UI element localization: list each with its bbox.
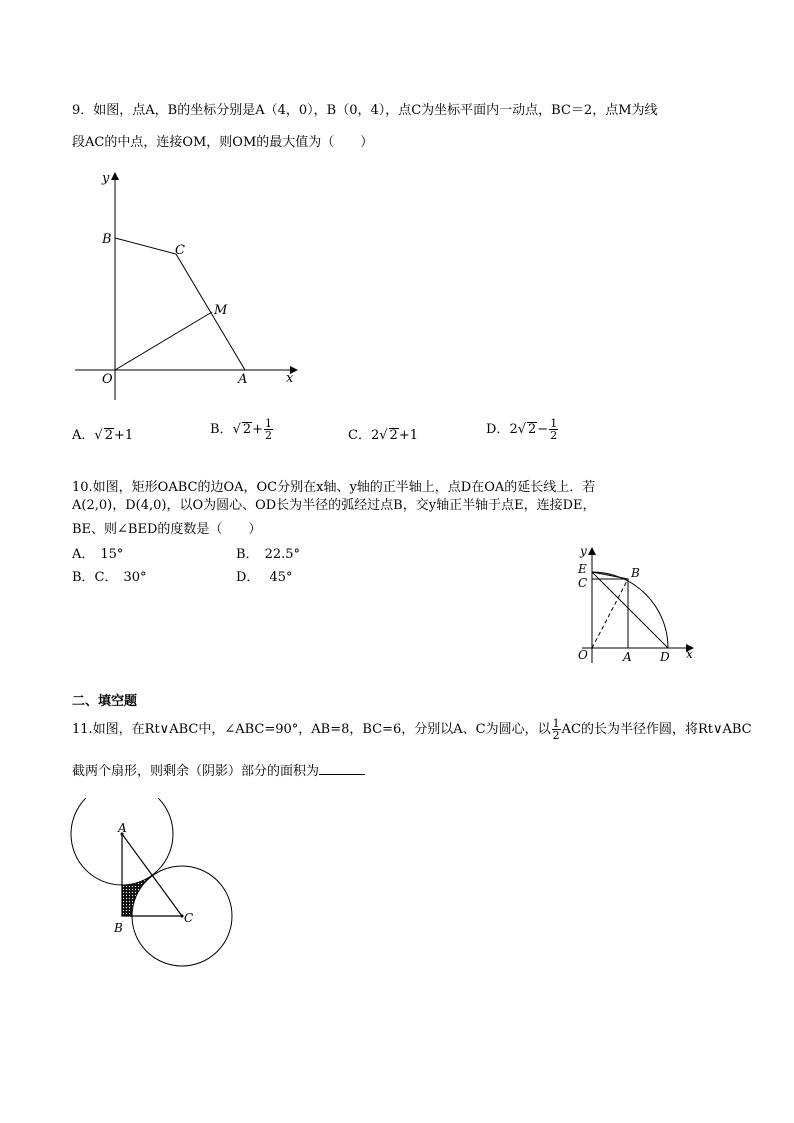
q10-stem-line3: BE、则∠BED的度数是（ ） <box>72 522 262 537</box>
q9-figure <box>60 168 310 400</box>
answer-blank[interactable] <box>319 762 365 775</box>
radicand: 2 <box>104 428 113 443</box>
q10-option-c[interactable] <box>72 566 147 585</box>
q10-stem-line1: 10.如图，矩形OABC的边OA，OC分别在x轴、y轴的正半轴上，点D在OA的延长线上．若 <box>72 480 596 495</box>
q10-label-o: O <box>578 648 588 662</box>
fraction: $\frac{1}{2}$ <box>265 417 273 442</box>
option-value: 22.5° <box>264 547 301 562</box>
coefficient: 2 <box>509 422 518 437</box>
option-letter: A． <box>72 547 95 562</box>
q10-option-a[interactable] <box>72 543 123 562</box>
section-heading: 二、填空题 <box>72 694 138 709</box>
q10-label-y: y <box>580 545 587 558</box>
option-letter: C． <box>348 428 371 443</box>
q9-option-a[interactable]: A．√ 2+1 <box>72 428 134 443</box>
q11-figure <box>68 798 238 973</box>
q9-segment-om <box>115 312 212 370</box>
q10-label-d: D <box>660 650 670 664</box>
option-value: 30° <box>123 570 147 585</box>
option-value: 45° <box>269 570 293 585</box>
radicand: 2 <box>242 422 252 437</box>
option-letter: B． <box>236 547 259 562</box>
q9-option-d[interactable]: D．2√ 2− $\frac{1}{2}$ <box>486 417 558 442</box>
q9-option-b[interactable]: B．√ 2+ $\frac{1}{2}$ <box>210 417 273 442</box>
q10-option-d[interactable] <box>236 566 292 585</box>
fraction: $\frac{1}{2}$ <box>552 717 560 742</box>
q11-label-c: C <box>184 911 194 925</box>
option-letter: D． <box>236 570 260 585</box>
q9-stem-line1: 9．如图，点A，B的坐标分别是A（4，0），B（0，4），点C为坐标平面内一动点，BC＝2，点M为线 <box>72 103 658 118</box>
option-rest: + <box>252 422 264 437</box>
option-letter: A． <box>72 428 95 443</box>
radicand: 2 <box>389 428 398 443</box>
fraction: $\frac{1}{2}$ <box>550 417 558 442</box>
q9-option-c[interactable]: C．2√ 2+1 <box>348 428 418 443</box>
coefficient: 2 <box>370 428 380 443</box>
q9-label-o: O <box>102 372 113 387</box>
option-rest: − <box>537 422 549 437</box>
q10-label-x: x <box>686 647 693 661</box>
q9-label-x: x <box>286 371 294 386</box>
q10-stem-line2: A(2,0)，D(4,0)，以O为圆心、OD长为半径的弧经过点B，交y轴正半轴于点E，连接DE， <box>72 498 596 513</box>
option-rest: +1 <box>113 428 134 443</box>
q9-label-b: B <box>102 232 112 247</box>
q11-text-b: AC的长为半径作圆，将Rt∨ABC <box>561 722 752 737</box>
q10-option-b[interactable] <box>236 543 300 562</box>
q9-label-a: A <box>238 372 248 387</box>
q10-figure <box>568 545 698 670</box>
q9-stem-line2: 段AC的中点，连接OM，则OM的最大值为（ ） <box>72 135 374 150</box>
q10-label-a: A <box>623 650 632 664</box>
option-letter: D． <box>486 422 510 437</box>
q11-label-b: B <box>114 921 123 935</box>
q10-label-e: E <box>578 562 587 576</box>
radicand: 2 <box>528 422 537 437</box>
q10-label-c: C <box>578 576 588 590</box>
q9-label-c: C <box>175 243 185 258</box>
option-letter: B． <box>210 422 233 437</box>
q10-label-b: B <box>631 566 640 580</box>
q11-text-line2: 截两个扇形，则剩余（阴影）部分的面积为 <box>72 764 320 779</box>
q11-stem-line1 <box>72 718 752 742</box>
q10-segment-ed <box>592 572 668 648</box>
option-rest: +1 <box>398 428 418 443</box>
q11-text-a: 11.如图，在Rt∨ABC中，∠ABC=90°，AB=8，BC=6，分别以A、C为圆心，以 <box>72 722 551 737</box>
q11-stem-line2 <box>72 760 365 779</box>
q9-label-m: M <box>214 303 228 318</box>
option-letter: B．C． <box>72 570 118 585</box>
q11-label-a: A <box>118 821 127 835</box>
q9-label-y: y <box>102 171 110 186</box>
option-value: 15° <box>100 547 124 562</box>
